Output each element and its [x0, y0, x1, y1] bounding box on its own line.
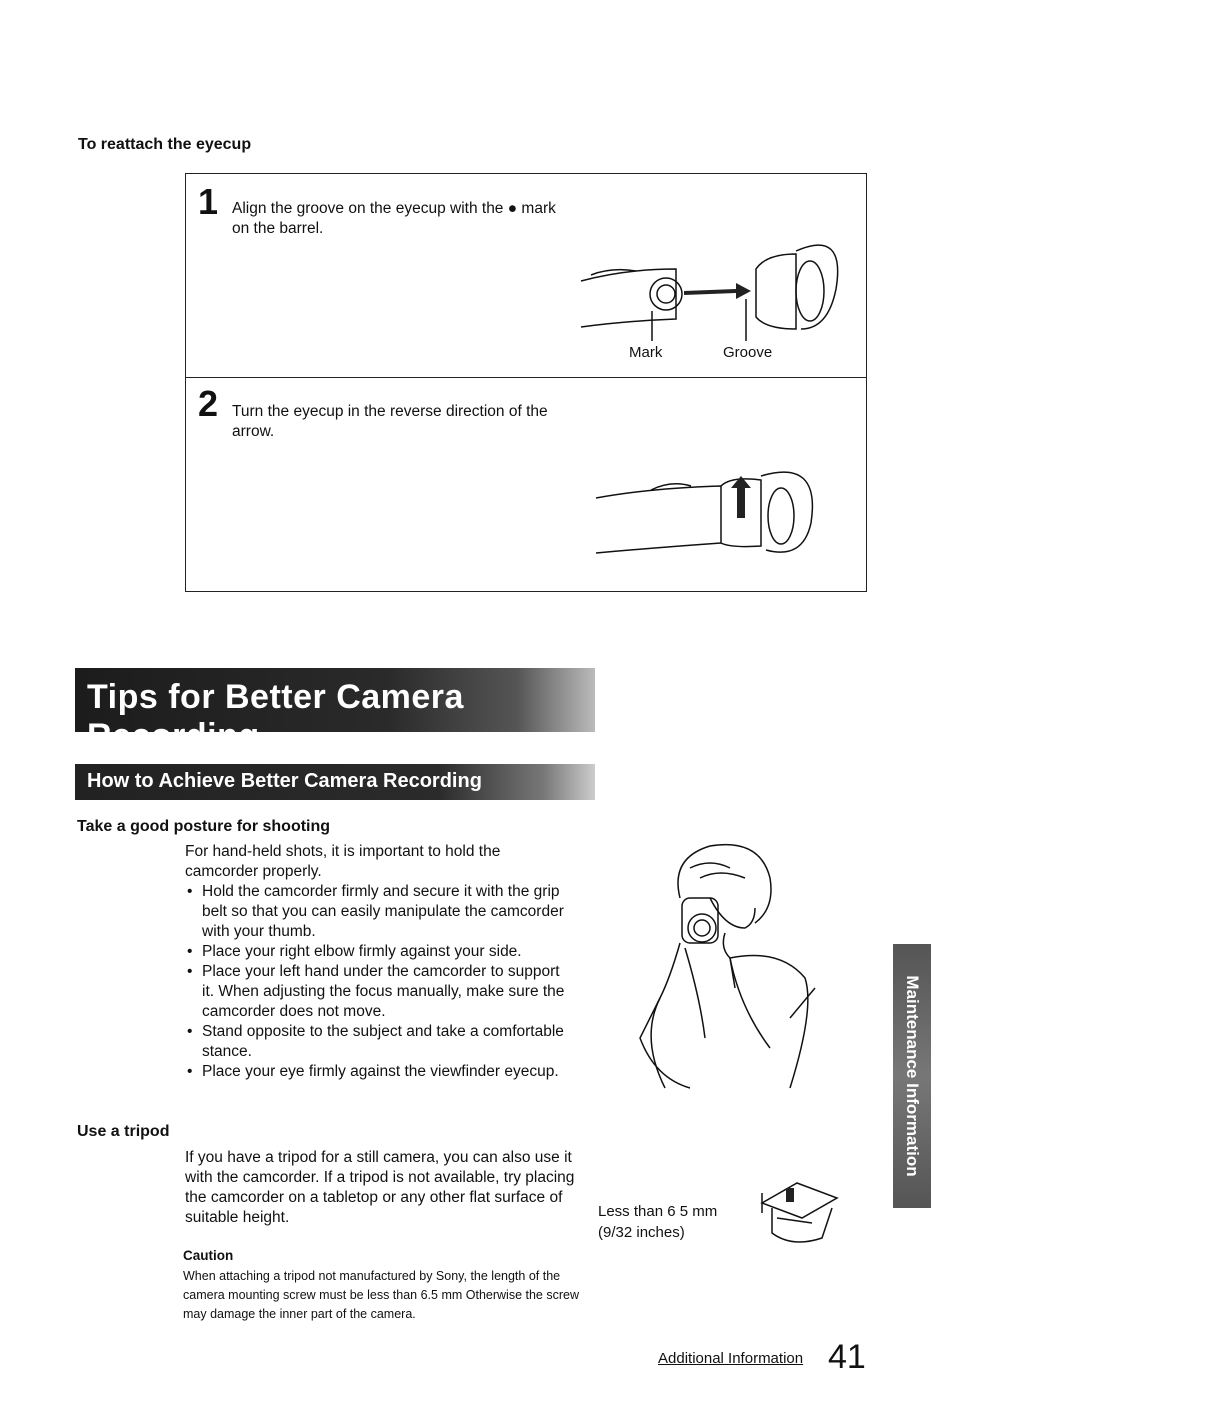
- posture-intro: For hand-held shots, it is important to hold the camcorder properly.: [185, 843, 501, 880]
- step-2-text: Turn the eyecup in the reverse direction of the arrow.: [232, 403, 548, 440]
- tripod-heading: Use a tripod: [77, 1123, 170, 1140]
- tips-banner: [75, 668, 595, 755]
- groove-label: Groove: [723, 344, 773, 361]
- reattach-heading: To reattach the eyecup: [78, 136, 252, 153]
- side-tab-label: Maintenance Information: [903, 975, 922, 1177]
- shooting-posture-illustration: [630, 838, 820, 1100]
- section-banner-title: How to Achieve Better Camera Recording: [87, 770, 482, 792]
- step-2: [186, 378, 866, 590]
- section-banner: [75, 764, 595, 800]
- caution-text: When attaching a tripod not manufactured by Sony, the length of the camera mounting screw must be less than 6.5 mm Otherwise the screw may damage the inner part of the camera.: [183, 1269, 579, 1321]
- eyecup-align-illustration: [566, 229, 856, 369]
- tips-banner-title: Tips for Better Camera Recording: [87, 678, 464, 755]
- steps-box: [185, 173, 867, 592]
- screw-length-label: Less than 6 5 mm: [598, 1203, 718, 1220]
- eyecup-turn-illustration: [591, 468, 841, 568]
- step-1-text: Align the groove on the eyecup with the ● mark on the barrel.: [232, 200, 556, 237]
- step-1-number: 1: [198, 181, 219, 222]
- caution-title: Caution: [183, 1248, 234, 1263]
- list-item: • Stand opposite to the subject and take a comfortable stance.: [185, 1022, 575, 1062]
- posture-heading: Take a good posture for shooting: [77, 818, 331, 835]
- posture-body: [185, 842, 575, 1082]
- list-item: • Place your left hand under the camcorder to support it. When adjusting the focus manually, make sure the camcorder does not move.: [185, 962, 575, 1022]
- page-number: 41: [828, 1338, 866, 1376]
- tripod-text: If you have a tripod for a still camera, you can also use it with the camcorder. If a tripod is not available, try placing the camcorder on a tabletop or any other flat surface of suitable height.: [185, 1149, 575, 1226]
- footer-section-name: Additional Information: [658, 1350, 804, 1367]
- mark-label: Mark: [629, 344, 663, 361]
- list-item: • Place your right elbow firmly against your side.: [185, 942, 575, 962]
- screw-length-inches: (9/32 inches): [598, 1224, 685, 1241]
- tripod-screw-illustration: [752, 1178, 842, 1256]
- side-tab: [893, 944, 931, 1208]
- step-2-number: 2: [198, 383, 219, 424]
- list-item: • Hold the camcorder firmly and secure it with the grip belt so that you can easily manipulate the camcorder with your thumb.: [185, 882, 575, 942]
- step-1: [186, 174, 866, 378]
- list-item: • Place your eye firmly against the viewfinder eyecup.: [185, 1062, 575, 1082]
- posture-bullets: [185, 882, 575, 1082]
